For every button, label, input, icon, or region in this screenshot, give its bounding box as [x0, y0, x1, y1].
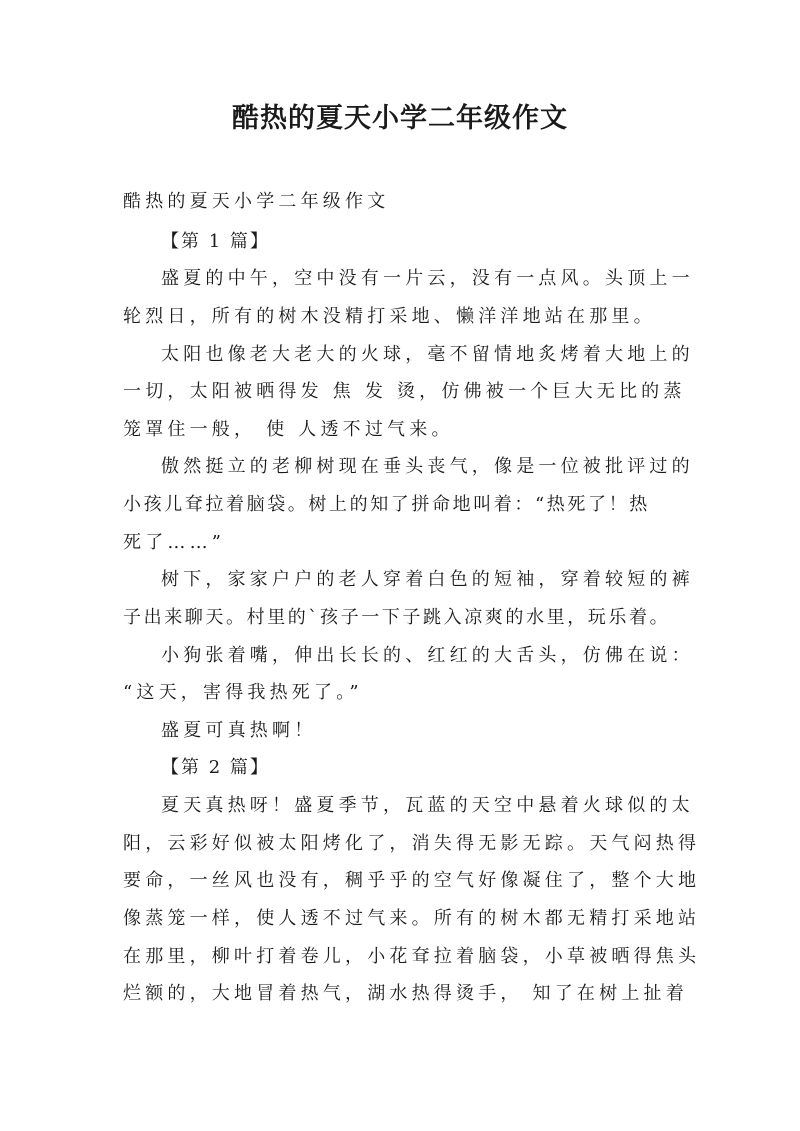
text-line: 夏天真热呀！盛夏季节，瓦蓝的天空中悬着火球似的太 — [161, 795, 694, 816]
text-line: 阳，云彩好似被太阳烤化了，消失得无影无踪。天气闷热得 — [123, 833, 701, 854]
text-line: 树下，家家户户的老人穿着白色的短袖，穿着较短的裤 — [161, 569, 694, 590]
text-line: 在那里，柳叶打着卷儿，小花耷拉着脑袋，小草被晒得焦头 — [123, 946, 701, 967]
text-line: 小狗张着嘴，伸出长长的、红红的大舌头，仿佛在说： — [161, 645, 694, 666]
text-line: 要命，一丝风也没有，稠乎乎的空气好像凝住了，整个大地 — [123, 870, 701, 891]
section-heading-1: 【第 1 篇】 — [161, 231, 270, 252]
text-line: 太阳也像老大老大的火球，毫不留情地炙烤着大地上的 — [161, 344, 694, 365]
text-line: 轮烈日，所有的树木没精打采地、懒洋洋地站在那里。 — [123, 306, 656, 327]
text-line: 盛夏的中午，空中没有一片云，没有一点风。头顶上一 — [161, 268, 694, 289]
text-line: 死了……” — [123, 532, 226, 553]
text-line: 傲然挺立的老柳树现在垂头丧气，像是一位被批评过的 — [161, 456, 694, 477]
text-line: 像蒸笼一样，使人透不过气来。所有的树木都无精打采地站 — [123, 908, 701, 929]
document-title: 酷热的夏天小学二年级作文 — [232, 103, 568, 134]
text-line: 小孩儿耷拉着脑袋。树上的知了拼命地叫着：“热死了！热 — [123, 494, 650, 515]
section-heading-2: 【第 2 篇】 — [161, 757, 270, 778]
text-line: 子出来聊天。村里的`孩子一下子跳入凉爽的水里，玩乐着。 — [123, 607, 671, 628]
text-line: 盛夏可真热啊！ — [161, 720, 317, 741]
text-line: “这天，害得我热死了。” — [123, 682, 363, 703]
text-line: 烂额的，大地冒着热气，湖水热得烫手， 知了在树上扯着 — [123, 983, 688, 1004]
text-line: 一切，太阳被晒得发 焦 发 烫，仿佛被一个巨大无比的蒸 — [123, 381, 686, 402]
text-line: 笼罩住一般， 使 人透不过气来。 — [123, 419, 454, 440]
subtitle-line: 酷热的夏天小学二年级作文 — [123, 191, 390, 212]
